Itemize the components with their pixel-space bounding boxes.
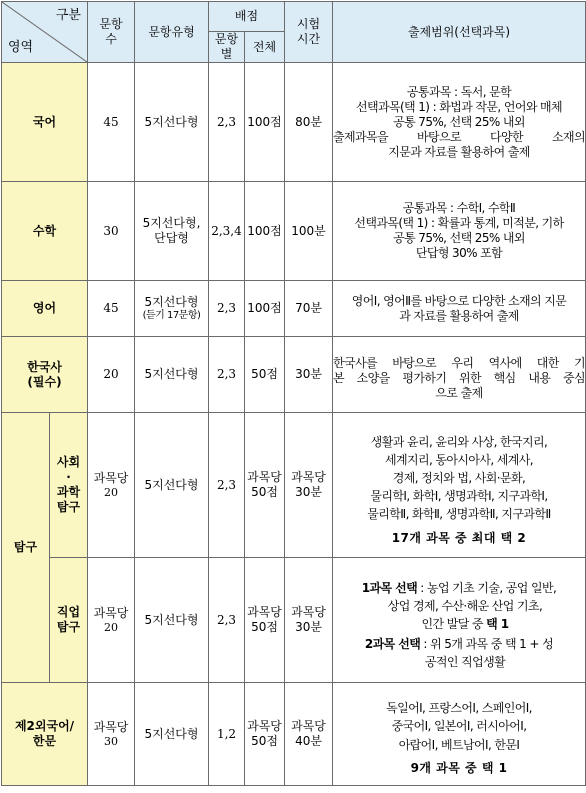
area-english: 영어 — [2, 281, 88, 337]
area-math: 수학 — [2, 182, 88, 281]
header-category-label: 구분 — [55, 8, 81, 23]
exam-time: 과목당 40분 — [285, 683, 333, 786]
total-score: 과목당 50점 — [245, 558, 285, 683]
exam-table — [1, 1, 586, 786]
num-questions: 과목당 30 — [88, 683, 135, 786]
area-korean: 국어 — [2, 63, 88, 182]
exam-time: 100분 — [285, 182, 333, 281]
question-type: 5지선다형, 단답형 — [135, 182, 209, 281]
per-question-score: 2,3 — [209, 558, 245, 683]
table-row-korean — [2, 63, 586, 182]
num-questions: 45 — [88, 63, 135, 182]
table-row-history — [2, 337, 586, 413]
scope-english: 영어Ⅰ, 영어Ⅱ를 바탕으로 다양한 소재의 지문 과 자료를 활용하여 출제 — [333, 281, 586, 337]
total-score: 과목당 50점 — [245, 683, 285, 786]
header-total: 전체 — [245, 32, 285, 63]
exam-time: 70분 — [285, 281, 333, 337]
num-questions: 20 — [88, 337, 135, 413]
per-question-score: 1,2 — [209, 683, 245, 786]
header-score: 배점 — [209, 2, 285, 32]
header-num-questions: 문항 수 — [88, 2, 135, 63]
scope-korean: 공통과목 : 독서, 문학 선택과목(택 1) : 화법과 작문, 언어와 매체 공통 75%, 선택 25% 내외 출제과목을 바탕으로 다양한 소재의 지문과 자료를 활용하여 출제 — [333, 63, 586, 182]
scope-social-science: 생활과 윤리, 윤리와 사상, 한국지리, 세계지리, 동아시아사, 세계사, 경제, 정치와 법, 사회·문화, 물리학Ⅰ, 화학Ⅰ, 생명과학Ⅰ, 지구과학Ⅰ, 물리학Ⅱ, 화학Ⅱ, 생명과학Ⅱ, 지구과학Ⅱ 17개 과목 중 최대 택 2 — [333, 413, 586, 558]
scope-history: 한국사를 바탕으로 우리 역사에 대한 기 본 소양을 평가하기 위한 핵심 내용 중심 으로 출제 — [333, 337, 586, 413]
num-questions: 45 — [88, 281, 135, 337]
scope-math: 공통과목 : 수학Ⅰ, 수학Ⅱ 선택과목(택 1) : 확률과 통계, 미적분, 기하 공통 75%, 선택 25% 내외 단답형 30% 포함 — [333, 182, 586, 281]
total-score: 50점 — [245, 337, 285, 413]
num-questions: 과목당 20 — [88, 413, 135, 558]
exam-time: 과목당 30분 — [285, 558, 333, 683]
table-row-inquiry-vocational — [2, 558, 586, 683]
question-type: 5지선다형 — [135, 63, 209, 182]
table-row-english — [2, 281, 586, 337]
total-score: 과목당 50점 — [245, 413, 285, 558]
question-type: 5지선다형 (듣기 17문항) — [135, 281, 209, 337]
per-question-score: 2,3,4 — [209, 182, 245, 281]
area-inquiry: 탐구 — [2, 413, 50, 683]
total-score: 100점 — [245, 182, 285, 281]
sub-area-vocational: 직업 탐구 — [50, 558, 88, 683]
num-questions: 과목당 20 — [88, 558, 135, 683]
table-row-foreign-language — [2, 683, 586, 786]
total-score: 100점 — [245, 281, 285, 337]
exam-time: 30분 — [285, 337, 333, 413]
exam-time: 과목당 30분 — [285, 413, 333, 558]
total-score: 100점 — [245, 63, 285, 182]
sub-area-social-science: 사회 · 과학 탐구 — [50, 413, 88, 558]
per-question-score: 2,3 — [209, 337, 245, 413]
header-corner-cell — [2, 2, 88, 63]
question-type: 5지선다형 — [135, 413, 209, 558]
per-question-score: 2,3 — [209, 63, 245, 182]
exam-time: 80분 — [285, 63, 333, 182]
header-per-question: 문항 별 — [209, 32, 245, 63]
per-question-score: 2,3 — [209, 281, 245, 337]
question-type: 5지선다형 — [135, 683, 209, 786]
area-history: 한국사 (필수) — [2, 337, 88, 413]
header-question-type: 문항유형 — [135, 2, 209, 63]
header-scope: 출제범위(선택과목) — [333, 2, 586, 63]
question-type: 5지선다형 — [135, 558, 209, 683]
scope-vocational: 1과목 선택 : 농업 기초 기술, 공업 일반, 상업 경제, 수산·해운 산업 기초, 인간 발달 중 택 1 2과목 선택 : 위 5개 과목 중 택 1 + 성 공적인 직업생활 — [333, 558, 586, 683]
question-type: 5지선다형 — [135, 337, 209, 413]
header-area-label: 영역 — [8, 39, 34, 55]
num-questions: 30 — [88, 182, 135, 281]
table-row-inquiry-social-science — [2, 413, 586, 558]
scope-foreign-language: 독일어Ⅰ, 프랑스어Ⅰ, 스페인어Ⅰ, 중국어Ⅰ, 일본어Ⅰ, 러시아어Ⅰ, 아랍어Ⅰ, 베트남어Ⅰ, 한문Ⅰ 9개 과목 중 택 1 — [333, 683, 586, 786]
area-foreign-language: 제2외국어/ 한문 — [2, 683, 88, 786]
header-exam-time: 시험 시간 — [285, 2, 333, 63]
table-row-math — [2, 182, 586, 281]
per-question-score: 2,3 — [209, 413, 245, 558]
